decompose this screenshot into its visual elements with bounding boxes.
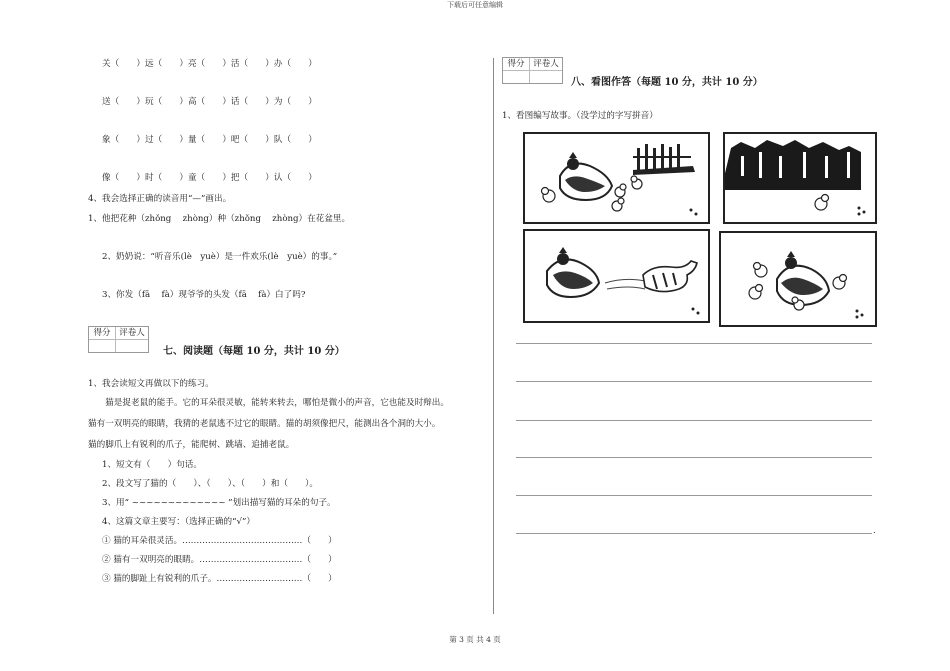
passage-line-3: 猫的脚爪上有锐利的爪子，能爬树、跳墙、追捕老鼠。 xyxy=(88,440,295,450)
writing-line[interactable] xyxy=(516,533,872,534)
writing-line[interactable] xyxy=(516,420,872,421)
score-box-right xyxy=(502,57,563,84)
char-row-4: 像（ ）时（ ）童（ ）把（ ）认（ ） xyxy=(102,173,317,183)
choice-2: ② 猫有一双明亮的眼睛。………………………………（ ） xyxy=(102,555,337,565)
grader-label: 评卷人 xyxy=(529,58,562,70)
q4-title: 4、我会选择正确的读音用“—”画出。 xyxy=(88,194,232,204)
hen-chasing-cat-picture xyxy=(523,229,710,323)
passage-line-1: 猫是捉老鼠的能手。它的耳朵很灵敏，能转来转去，哪怕是微小的声音，它也能及时辩出。 xyxy=(88,398,449,408)
section8-title: 八、看图作答（每题 10 分，共计 10 分） xyxy=(571,77,763,88)
writing-line[interactable] xyxy=(516,343,872,344)
hen-and-chicks-picture xyxy=(523,132,710,224)
picture-instruction: 1、看图编写故事。（没学过的字写拼音） xyxy=(502,111,658,121)
hen-with-chicks-picture xyxy=(719,231,877,327)
q4-item-3: 3、你发（fā fà）现爷爷的头发（fā fà）白了吗? xyxy=(102,290,306,300)
column-divider xyxy=(493,58,494,614)
char-row-2: 送（ ）玩（ ）高（ ）话（ ）为（ ） xyxy=(102,97,317,107)
writing-line[interactable] xyxy=(516,495,872,496)
question-4: 4、这篇文章主要写：（选择正确的“√”） xyxy=(102,517,255,527)
score-box-left xyxy=(88,326,149,353)
score-label: 得分 xyxy=(93,328,111,338)
char-row-1: 关（ ）远（ ）亮（ ）活（ ）办（ ） xyxy=(102,59,317,69)
writing-line[interactable] xyxy=(516,457,872,458)
reading-intro: 1、我会读短文再做以下的练习。 xyxy=(88,379,214,389)
choice-1: ① 猫的耳朵很灵活。……………………………………（ ） xyxy=(102,536,337,546)
section7-title: 七、阅读题（每题 10 分，共计 10 分） xyxy=(163,346,345,357)
question-1: 1、短文有（ ）句话。 xyxy=(102,460,202,470)
choice-3: ③ 猫的脚趾上有锐利的爪子。…………………………（ ） xyxy=(102,574,337,584)
passage-line-2: 猫有一双明亮的眼睛，我猜的老鼠逃不过它的眼睛。猫的胡须像把尺，能测出各个洞的大小。 xyxy=(88,419,441,429)
chicks-hiding-picture xyxy=(723,132,877,224)
page-number: 第 3 页 共 4 页 xyxy=(449,635,501,644)
grader-label: 评卷人 xyxy=(115,327,148,339)
header-note: 下载后可任意编辑 xyxy=(447,1,503,9)
end-dot: . xyxy=(873,526,876,536)
writing-line[interactable] xyxy=(516,381,872,382)
char-row-3: 象（ ）过（ ）量（ ）吧（ ）队（ ） xyxy=(102,135,317,145)
question-3: 3、用“ ~~~~~~~~~~~~~ ”划出描写猫的耳朵的句子。 xyxy=(102,498,336,508)
q4-item-1: 1、他把花种（zhǒng zhòng）种（zhǒng zhòng）在花盆里。 xyxy=(88,214,351,224)
score-label: 得分 xyxy=(507,59,525,69)
question-2: 2、段文写了猫的（ ）、（ ）、（ ）和（ ）。 xyxy=(102,479,319,489)
q4-item-2: 2、奶奶说：“听音乐(lè yuè）是一件欢乐(lè yuè）的事。” xyxy=(102,252,338,262)
